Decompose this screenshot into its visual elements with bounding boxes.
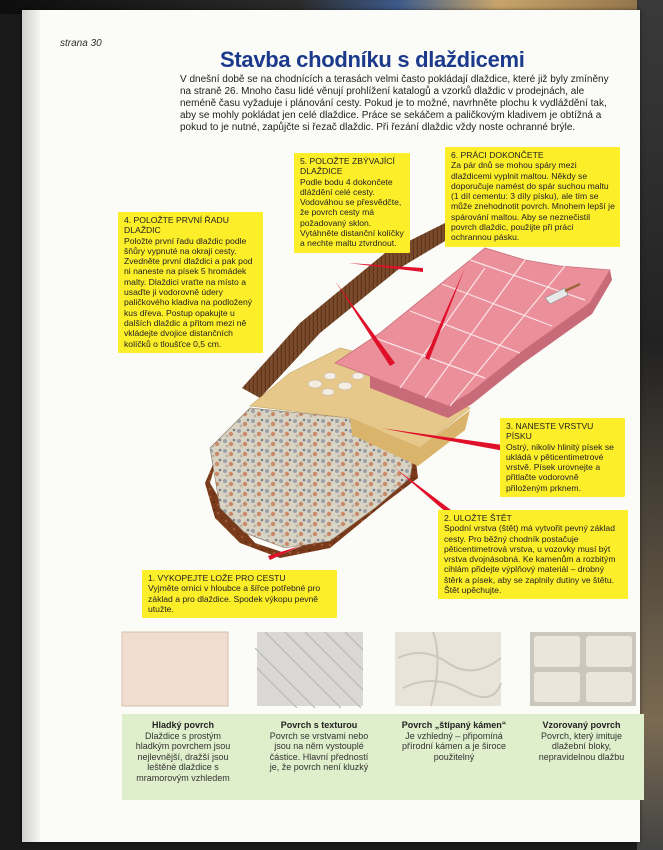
texture-captions: [122, 714, 644, 800]
step-3-title: 3. NANESTE VRSTVU PÍSKU: [506, 421, 594, 442]
page-title: Stavba chodníku s dlaždicemi: [220, 47, 525, 72]
caption-smooth-body: Dlaždice s prostým hladkým povrchem jsou nejlevnější, dražší jsou leštěné dlaždice s mramorovým vzhledem: [135, 730, 231, 783]
caption-textured-title: Povrch s texturou: [280, 720, 358, 730]
step-6-title: 6. PRÁCI DOKONČETE: [451, 150, 544, 160]
caption-stone-body: Je vzhledný – připomíná přírodní kámen a je široce použitelný: [401, 730, 507, 762]
page-fold: [22, 10, 40, 842]
step-2-box: [438, 510, 628, 599]
caption-patterned-body: Povrch, který imituje dlažební bloky, nepravidelnou dlažbu: [538, 730, 625, 762]
intro-paragraph: V dnešní době se na chodnících a terasách velmi často pokládají dlaždice, které již byly zmíněny na straně 26. Mnoho času lidé věnují prohlížení katalogů a vzorků dlaždic v prodejnách, ale neméně času vyžaduje i plánování cesty. Pokud je to možné, navrhněte plochu k vydláždění tak, aby se mohly pokládat jen celé dlaždice. Práce se sekáčem a paličkovým kladivem je obtížná a pokud to je nutné, zapůjčte si řezač dlaždic. Při řezání dlaždic vždy noste ochranné brýle.: [180, 74, 609, 133]
caption-textured-body: Povrch se vrstvami nebo jsou na něm vystouplé částice. Hlavní předností je, že povrch není kluzký: [269, 730, 369, 772]
step-5-box: [294, 153, 410, 253]
caption-patterned-title: Vzorovaný povrch: [542, 720, 621, 730]
stone-tile-swatch: [393, 628, 503, 708]
step-6-body: Za pár dnů se mohou spáry mezi dlaždicemi vyplnit maltou. Někdy se doporučuje namést do spár suchou maltu (1 díl cementu: 3 díly písku), ale tím se může znehodnotit povrch. Mnohem lepší je spárování maltou. Aby se neznečistil povrch dlaždic, použijte při práci ochrannou pásku.: [451, 160, 615, 243]
caption-patterned: [524, 720, 639, 762]
step-3-box: [500, 418, 625, 497]
step-5-body: Podle bodu 4 dokončete dláždění celé cesty. Vodováhou se přesvědčte, že povrch cesty má požadovaný sklon. Vytáhněte distanční kolíčky a nechte maltu ztvrdnout.: [300, 176, 404, 249]
caption-stone-title: Povrch „štípaný kámen“: [401, 720, 507, 730]
step-2-body: Spodní vrstva (štět) má vytvořit pevný základ cesty. Pro běžný chodník postačuje pěticentimetrová vrstva, u vozovky musí být vrstva dvojnásobná. Ke kamenům a rozbitým cihlám přidejte výplňový materiál – drobný štěrk a písek, aby se zaplnily dutiny ve štětu. Štět upěchujte.: [444, 523, 616, 596]
step-1-box: [142, 570, 337, 618]
step-6-box: [445, 147, 620, 247]
step-2-title: 2. ULOŽTE ŠTĚT: [444, 513, 512, 523]
textured-tile-swatch: [255, 628, 365, 708]
caption-smooth: [128, 720, 238, 783]
step-1-title: 1. VYKOPEJTE LOŽE PRO CESTU: [148, 573, 286, 583]
step-4-title: 4. POLOŽTE PRVNÍ ŘADU DLAŽDIC: [124, 215, 229, 236]
texture-swatches: [118, 620, 643, 715]
step-3-body: Ostrý, nikoliv hlinitý písek se ukládá v pěticentimetrové vrstvě. Písek urovnejte a přitlačte vodorovně přiloženým prknem.: [506, 441, 614, 493]
step-1-body: Vyjměte ornici v hloubce a šířce potřebné pro základ a pro dlaždice. Spodek výkopu pevně utužte.: [148, 583, 321, 614]
caption-textured: [264, 720, 374, 773]
smooth-tile-swatch: [120, 628, 230, 708]
patterned-tile-swatch: [528, 628, 638, 708]
caption-smooth-title: Hladký povrch: [151, 720, 215, 730]
step-4-body: Položte první řadu dlaždic podle šňůry vypnuté na okraji cesty. Zvedněte první dlaždici a pak pod ni naneste na písek 5 hromádek malty. Dlaždici vraťte na místo a usaďte ji vodorovně údery paličkového kladiva na podložený kus dřeva. Postup opakujte u dalších dlaždic a přitom mezi ně vkládejte dvojice distančních kolíčků o tloušťce 0,5 cm.: [124, 235, 253, 349]
page-number: strana 30: [60, 38, 102, 49]
step-4-box: [118, 212, 263, 353]
caption-stone: [394, 720, 514, 762]
step-5-title: 5. POLOŽTE ZBÝVAJÍCÍ DLAŽDICE: [300, 156, 395, 177]
